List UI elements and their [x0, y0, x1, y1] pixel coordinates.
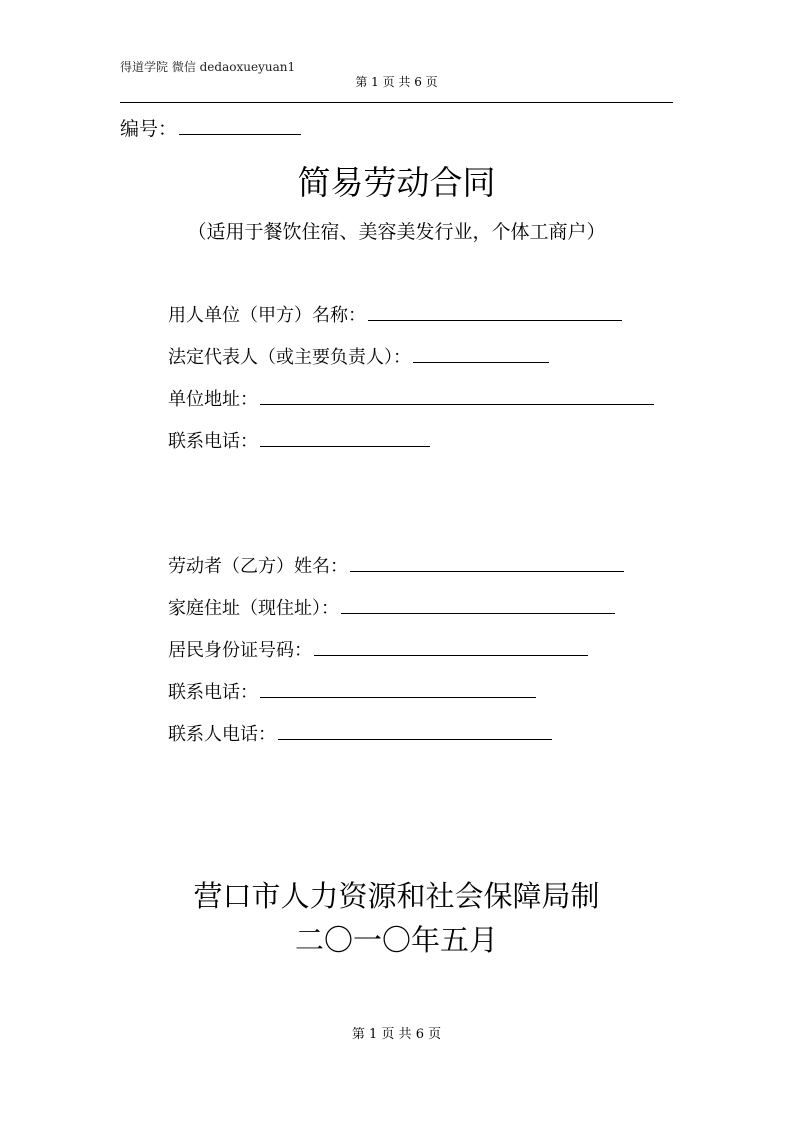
employee-name-blank[interactable]	[350, 570, 624, 572]
employee-contact-phone-label: 联系人电话：	[168, 724, 276, 745]
issue-date-text: 二〇一〇年五月	[294, 923, 498, 957]
employee-address-blank[interactable]	[341, 612, 615, 614]
employee-address-field	[168, 594, 615, 620]
employer-representative-blank[interactable]	[413, 361, 549, 363]
header-divider	[120, 102, 673, 103]
employer-address-field	[168, 385, 654, 411]
employee-id-field	[168, 636, 588, 662]
employer-phone-label: 联系电话：	[168, 431, 258, 452]
number-label: 编号：	[120, 118, 178, 140]
employee-id-blank[interactable]	[314, 654, 588, 656]
employer-representative-field	[168, 343, 549, 369]
employer-representative-label: 法定代表人（或主要负责人）：	[168, 347, 411, 368]
employer-name-field	[168, 301, 622, 327]
employer-name-label: 用人单位（甲方）名称：	[168, 305, 366, 326]
document-subtitle: （适用于餐饮住宿、美容美发行业，个体工商户）	[187, 221, 606, 243]
watermark-text: 得道学院 微信 dedaoxueyuan1	[120, 60, 296, 74]
employee-address-label: 家庭住址（现住址）：	[168, 598, 339, 619]
number-field	[120, 114, 301, 141]
employer-name-blank[interactable]	[368, 319, 622, 321]
employee-phone-field	[168, 678, 536, 704]
issuer-text: 营口市人力资源和社会保障局制	[193, 879, 600, 913]
employee-contact-phone-blank[interactable]	[278, 738, 552, 740]
document-title: 简易劳动合同	[297, 163, 496, 202]
employer-phone-field	[168, 427, 430, 453]
footer-page-indicator: 第 1 页 共 6 页	[351, 1027, 442, 1042]
employee-phone-label: 联系电话：	[168, 682, 258, 703]
employee-contact-phone-field	[168, 720, 552, 746]
number-blank[interactable]	[179, 133, 301, 135]
employer-address-blank[interactable]	[260, 403, 654, 405]
employer-address-label: 单位地址：	[168, 389, 258, 410]
employee-phone-blank[interactable]	[260, 696, 536, 698]
employer-phone-blank[interactable]	[260, 445, 430, 447]
header-page-indicator: 第 1 页 共 6 页	[355, 75, 438, 89]
employee-name-label: 劳动者（乙方）姓名：	[168, 556, 348, 577]
employee-name-field	[168, 552, 624, 578]
employee-id-label: 居民身份证号码：	[168, 640, 312, 661]
